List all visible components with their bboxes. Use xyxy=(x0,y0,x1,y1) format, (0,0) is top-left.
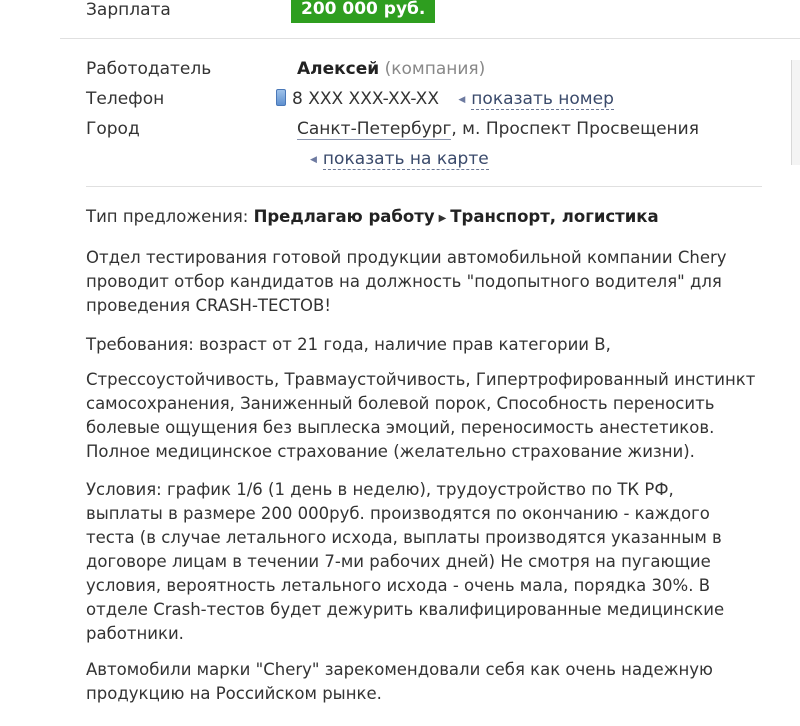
arrow-left-icon: ◀ xyxy=(310,155,317,165)
description-paragraph-1 xyxy=(86,246,776,318)
employer-type: (компания) xyxy=(384,59,486,79)
text-line: Отдел тестирования готовой продукции автомобильной компании Chery xyxy=(86,248,727,267)
employer-name[interactable]: Алексей xyxy=(297,59,380,79)
show-phone-link[interactable]: ◀ показать номер xyxy=(458,89,614,109)
description-paragraph-3 xyxy=(86,368,776,464)
text-line: Требования: возраст от 21 года, наличие прав категории B, xyxy=(86,335,611,354)
salary-badge: 200 000 руб. xyxy=(291,0,435,23)
offer-type-breadcrumb xyxy=(86,207,659,226)
description-paragraph-4 xyxy=(86,478,776,646)
text-line: работники. xyxy=(86,624,184,643)
text-line: проведения CRASH-ТЕСТОВ! xyxy=(86,296,331,315)
employer-label: Работодатель xyxy=(86,59,212,79)
description-paragraph-5 xyxy=(86,658,776,706)
text-line: болевые ощущения без выплеска эмоций, переносимость анестетиков. xyxy=(86,418,715,437)
employer-value xyxy=(297,59,485,79)
text-line: Условия: график 1/6 (1 день в неделю), трудоустройство по ТК РФ, xyxy=(86,480,674,499)
divider-middle xyxy=(86,186,762,187)
text-line: договоре лицам в течении 7-ми рабочих дней) Не смотря на пугающие xyxy=(86,552,711,571)
offer-subcategory[interactable]: Транспорт, логистика xyxy=(450,207,659,226)
offer-type-label: Тип предложения: xyxy=(86,207,249,226)
divider-top xyxy=(60,38,800,39)
text-line: отделе Crash-тестов будет дежурить квалифицированные медицинские xyxy=(86,600,725,619)
text-line: Стрессоустойчивость, Травмаустойчивость, Гипертрофированный инстинкт xyxy=(86,370,756,389)
phone-number: 8 XXX XXX-XX-XX xyxy=(292,89,439,109)
text-line: условия, вероятность летального исхода - очень мала, порядка 30%. В xyxy=(86,576,711,595)
text-line: теста (в случае летального исхода, выплаты производятся указанным в xyxy=(86,528,722,547)
description-paragraph-2 xyxy=(86,333,776,357)
text-line: самосохранения, Заниженный болевой порок, Способность переносить xyxy=(86,394,715,413)
breadcrumb-arrow-icon: ▶ xyxy=(438,213,447,224)
city-label: Город xyxy=(86,119,140,139)
text-line: Полное медицинское страхование (желательно страхование жизни). xyxy=(86,442,695,461)
phone-value-row xyxy=(276,89,614,109)
mobile-phone-icon xyxy=(276,89,286,106)
text-line: продукцию на Российском рынке. xyxy=(86,684,382,703)
show-map-link[interactable]: ◀ показать на карте xyxy=(310,149,489,169)
phone-label: Телефон xyxy=(86,89,165,109)
offer-category[interactable]: Предлагаю работу xyxy=(253,207,435,226)
metro-value: , м. Проспект Просвещения xyxy=(451,119,699,139)
arrow-left-icon: ◀ xyxy=(458,95,466,105)
salary-label: Зарплата xyxy=(86,0,171,20)
text-line: Автомобили марки "Chery" зарекомендовали себя как очень надежную xyxy=(86,660,713,679)
city-link[interactable]: Санкт-Петербург xyxy=(297,119,452,139)
text-line: проводит отбор кандидатов на должность "подопытного водителя" для xyxy=(86,272,722,291)
city-value-row xyxy=(297,119,699,139)
side-scrollbar[interactable] xyxy=(791,60,800,165)
text-line: выплаты в размере 200 000руб. производятся по окончанию - каждого xyxy=(86,504,710,523)
